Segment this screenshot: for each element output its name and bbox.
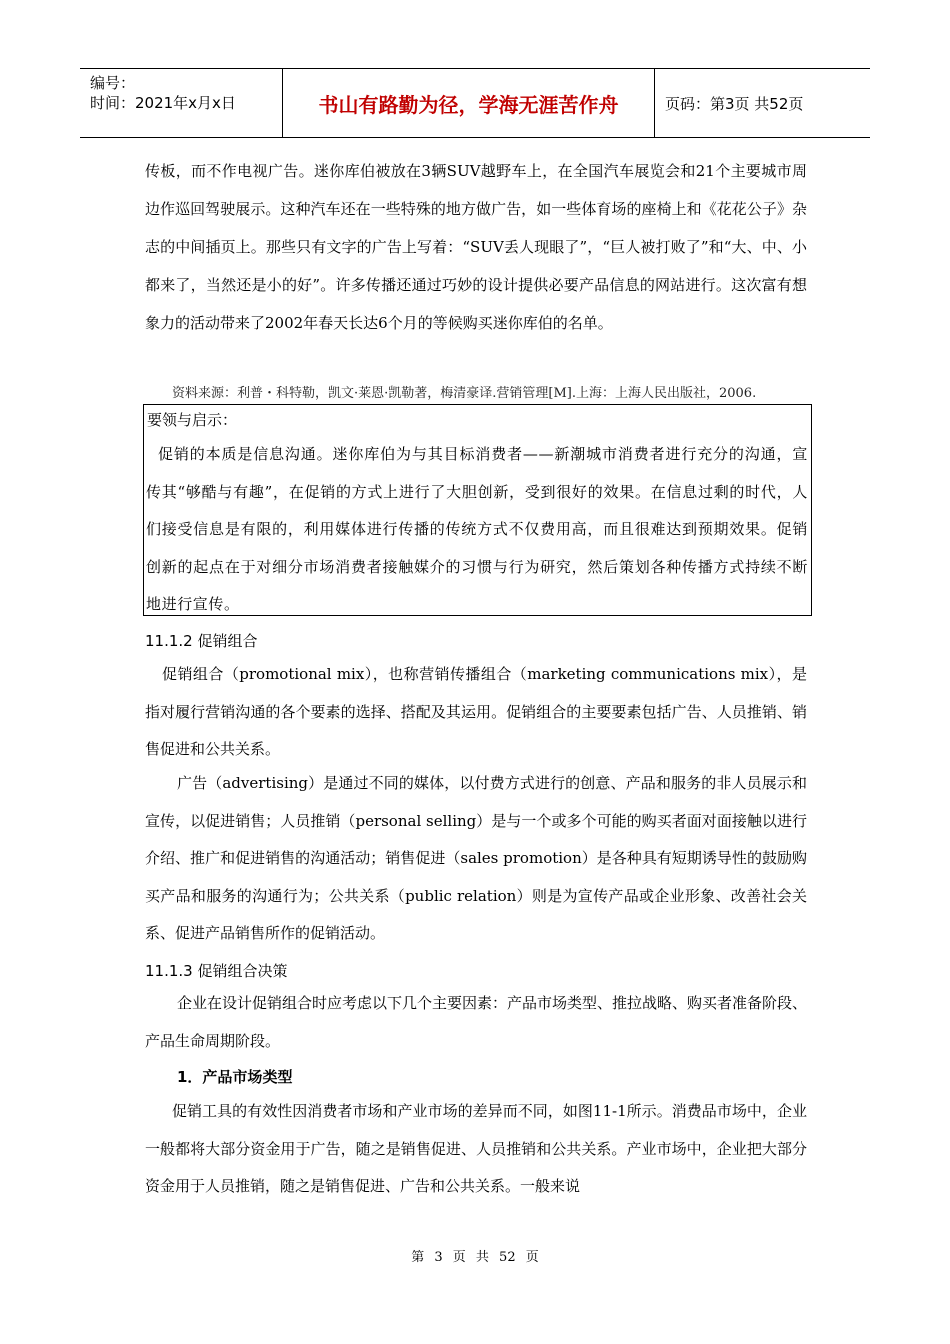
document-date: 时间：2021年x月x日 (90, 94, 236, 112)
paragraph-mix-elements: 广告（advertising）是通过不同的媒体，以付费方式进行的创意、产品和服务的非人员展示和宣传，以促进销售；人员推销（personal selling）是与一个或多个可能的购买者面对面接触以进行介绍、推广和促进销售的沟通活动；销售促进（sales promotion）是各种具有短期诱导性的鼓励购买产品和服务的沟通行为；公共关系（public relation）则是为宣传产品或企业形象、改善社会关系、促进产品销售所作的促销活动。 (145, 774, 807, 942)
header-meta (90, 73, 236, 113)
document-number-label: 编号： (90, 74, 136, 92)
insight-box (143, 404, 812, 616)
paragraph-decision-factors: 企业在设计促销组合时应考虑以下几个主要因素：产品市场类型、推拉战略、购买者准备阶段、产品生命周期阶段。 (145, 994, 808, 1050)
section-heading-11-1-3: 11.1.3 促销组合决策 (145, 962, 288, 980)
header-motto: 书山有路勤为径，学海无涯苦作舟 (318, 92, 619, 117)
insight-box-text: 促销的本质是信息沟通。迷你库伯为与其目标消费者——新潮城市消费者进行充分的沟通，宣传其“够酷与有趣”，在促销的方式上进行了大胆创新，受到很好的效果。在信息过剩的时代，人们接受信息是有限的，利用媒体进行传播的传统方式不仅费用高，而且很难达到预期效果。促销创新的起点在于对细分市场消费者接触媒介的习惯与行为研究，然后策划各种传播方式持续不断地进行宣传。 (146, 445, 808, 613)
page-footer: 第 3 页 共 52 页 (411, 1250, 539, 1265)
page-header (80, 68, 870, 138)
subheading-market-type: 1．产品市场类型 (177, 1068, 293, 1086)
header-divider (654, 69, 655, 137)
section-heading-11-1-2: 11.1.2 促销组合 (145, 632, 258, 650)
header-page-number: 页码：第3页 共52页 (665, 94, 804, 113)
insight-box-title: 要领与启示： (147, 411, 238, 429)
paragraph-case-continuation: 传板，而不作电视广告。迷你库伯被放在3辆SUV越野车上，在全国汽车展览会和21个主要城市周边作巡回驾驶展示。这种汽车还在一些特殊的地方做广告，如一些体育场的座椅上和《花花公子》杂志的中间插页上。那些只有文字的广告上写着：“SUV丢人现眼了”，“巨人被打败了”和“大、中、小都来了，当然还是小的好”。许多传播还通过巧妙的设计提供必要产品信息的网站进行。这次富有想象力的活动带来了2002年春天长达6个月的等候购买迷你库伯的名单。 (145, 162, 807, 332)
paragraph-market-type: 促销工具的有效性因消费者市场和产业市场的差异而不同，如图11-1所示。消费品市场中，企业一般都将大部分资金用于广告，随之是销售促进、人员推销和公共关系。产业市场中，企业把大部分资金用于人员推销，随之是销售促进、广告和公共关系。一般来说 (145, 1102, 807, 1195)
paragraph-promotional-mix: 促销组合（promotional mix），也称营销传播组合（marketing communications mix），是指对履行营销沟通的各个要素的选择、搭配及其运用。促销组合的主要要素包括广告、人员推销、销售促进和公共关系。 (145, 665, 807, 758)
source-citation: 资料来源：利普・科特勒，凯文·莱恩·凯勒著，梅清豪译.营销管理[M].上海：上海人民出版社，2006. (172, 386, 757, 401)
